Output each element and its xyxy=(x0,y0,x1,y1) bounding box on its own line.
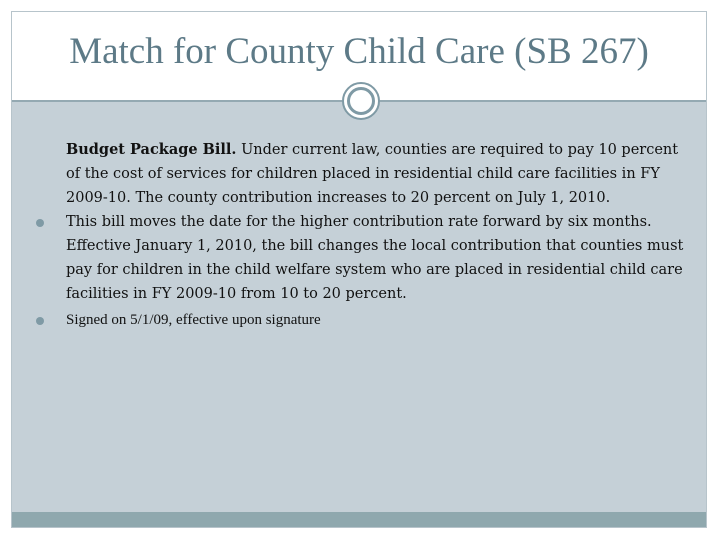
bullet-item xyxy=(50,210,690,306)
bullet-text: Signed on 5/1/09, effective upon signature xyxy=(66,312,321,328)
circle-ornament-icon xyxy=(342,82,380,120)
paragraph-text: Under current law, counties are required to pay 10 percent of the cost of services for children placed in residential child care facilities in FY 2009-10. The county contribution increases to 20 percent on July 1, 2010. xyxy=(66,142,679,206)
bullet-icon xyxy=(36,219,44,227)
circle-ornament-inner xyxy=(347,87,375,115)
bullet-item xyxy=(50,308,690,332)
paragraph-lead: Budget Package Bill. xyxy=(66,141,237,158)
bullet-text: This bill moves the date for the higher contribution rate forward by six months. Effective January 1, 2010, the bill changes the local contribution that counties must pay for children in the child welfare system who are placed in residential child care facilities in FY 2009-10 from 10 to 20 percent. xyxy=(66,214,684,302)
slide xyxy=(11,11,707,528)
body-paragraph xyxy=(50,138,690,210)
footer-bar xyxy=(12,512,706,527)
bullet-icon xyxy=(36,317,44,325)
slide-title: Match for County Child Care (SB 267) xyxy=(69,31,649,72)
slide-body xyxy=(50,138,690,332)
